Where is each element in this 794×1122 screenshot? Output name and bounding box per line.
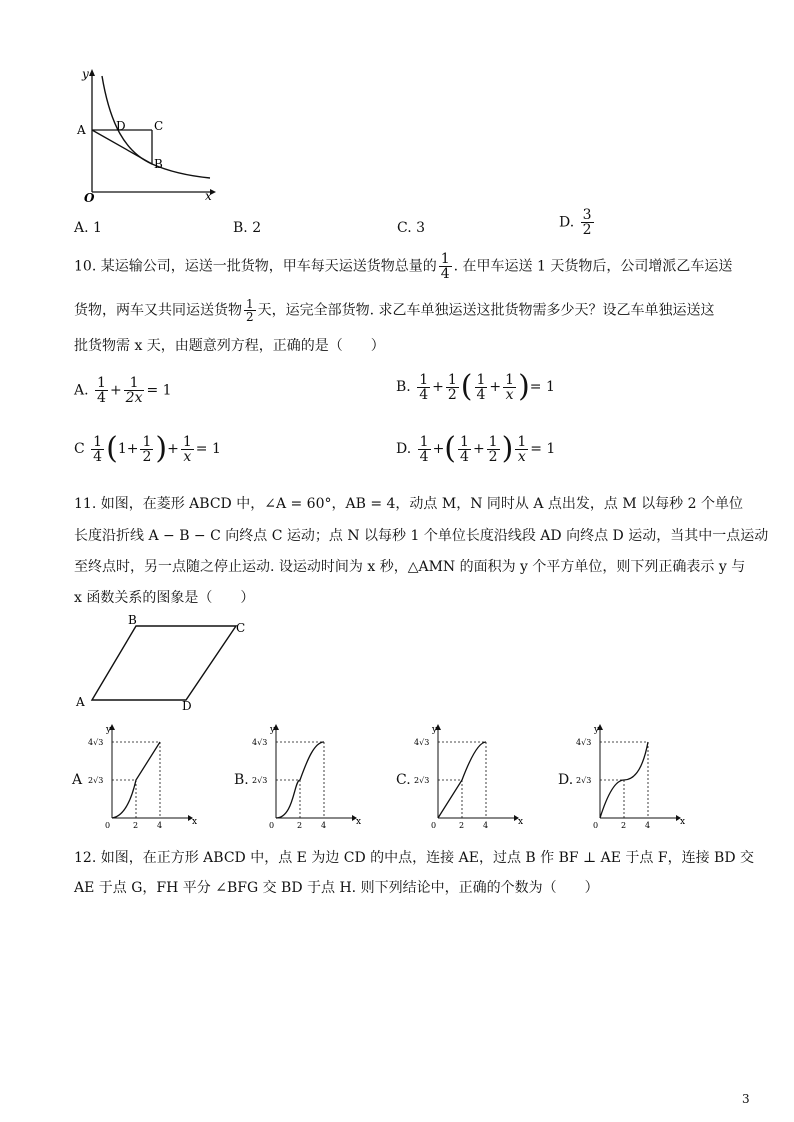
q11-graph-option-c-label[interactable]: C.: [396, 772, 411, 788]
q10-c-one: 1: [117, 441, 127, 457]
q11-graph-curve: [112, 742, 160, 818]
q10-a-eq: = 1: [146, 382, 172, 399]
q10-b-f1-den: 4: [419, 386, 429, 403]
q10-option-b[interactable]: [396, 369, 555, 404]
q10-line1-fraction: [439, 252, 452, 281]
q11-graph-tick-top: 4√3: [414, 738, 430, 747]
q10-line1-frac-den: 4: [440, 266, 450, 282]
q11-graph-label-y: y: [432, 725, 438, 735]
q10-b-eq: = 1: [529, 379, 555, 395]
q11-graph-tick-top: 4√3: [576, 738, 592, 747]
q10-option-a[interactable]: [74, 376, 172, 405]
q9-option-d-label: D.: [559, 214, 575, 231]
q11-rhombus-figure: [70, 612, 260, 716]
q12-line1: 12. 如图，在正方形 ABCD 中，点 E 为边 CD 的中点，连接 AE，过点 B 作 BF ⊥ AE 于点 F，连接 BD 交: [74, 850, 755, 866]
q10-line2-text-b: 天，运完全部货物. 求乙车单独运送这批货物需多少天？设乙车单独运送这: [257, 302, 715, 319]
q10-line2-frac-den: 2: [246, 310, 254, 324]
q9-label-x: x: [205, 189, 212, 203]
q10-option-d[interactable]: [396, 431, 556, 466]
q10-line1-text-a: 10. 某运输公司，运送一批货物，甲车每天运送货物总量的: [74, 258, 437, 275]
q10-d-plus2: +: [472, 441, 485, 457]
q11-graph-label-origin: 0: [269, 821, 275, 830]
q10-c-lparen: (: [106, 431, 118, 466]
q10-option-b-label: B.: [396, 379, 411, 395]
q10-d-f2-den: 4: [460, 448, 469, 465]
q10-a-frac1-num: 1: [97, 375, 106, 391]
q11-graph-curve: [438, 742, 486, 818]
q11-graph-tick-2: 2: [459, 821, 465, 830]
q10-option-c[interactable]: [74, 431, 221, 466]
q11-graph-label-origin: 0: [431, 821, 437, 830]
q11-graph-tick-4: 4: [645, 821, 651, 830]
q10-option-a-label: A.: [74, 382, 89, 399]
q11-graph-label-x: x: [356, 817, 362, 827]
q11-line4: x 函数关系的图象是（ ）: [74, 590, 255, 606]
q10-c-rparen: ): [155, 431, 168, 466]
q10-c-f3-den: x: [183, 448, 192, 465]
q11-rhombus: [92, 626, 236, 700]
q9-option-d-num: 3: [582, 207, 592, 223]
q10-d-plus1: +: [432, 441, 445, 457]
q11-graph-label-origin: 0: [105, 821, 111, 830]
q10-line2: [74, 298, 715, 323]
q11-graph-curve: [276, 742, 324, 818]
q10-line2-text-a: 货物，两车又共同运送货物: [74, 302, 242, 319]
q10-line2-frac-num: 1: [246, 297, 254, 311]
q10-c-eq: = 1: [195, 441, 221, 457]
q11-graph-tick-4: 4: [157, 821, 163, 830]
q10-c-f1-den: 4: [93, 448, 103, 465]
q10-d-eq: = 1: [530, 441, 556, 457]
q11-graph-tick-2: 2: [621, 821, 627, 830]
q10-d-rparen: ): [501, 431, 514, 466]
q9-option-b[interactable]: B. 2: [233, 220, 262, 236]
q11-graph-label-x: x: [192, 817, 198, 827]
q9-segment-ab: [92, 130, 152, 164]
q11-graph-c[interactable]: [414, 720, 524, 838]
q11-line1: 11. 如图，在菱形 ABCD 中，∠A = 60°，AB = 4，动点 M，N 同时从 A 点出发，点 M 以每秒 2 个单位: [74, 496, 743, 512]
q9-option-d-den: 2: [582, 222, 592, 238]
q9-y-arrow: [89, 69, 95, 76]
q11-graph-label-y: y: [106, 725, 112, 735]
q10-d-f1-den: 4: [419, 448, 429, 465]
q11-graph-tick-top: 4√3: [252, 738, 268, 747]
q9-label-d: D: [116, 119, 126, 133]
q10-d-f2-num: 1: [460, 433, 469, 450]
q10-line2-fraction: [244, 298, 256, 323]
q9-figure: [70, 64, 220, 204]
q9-option-c[interactable]: C. 3: [397, 220, 426, 236]
q9-option-d-fraction: [581, 208, 594, 237]
q11-graph-tick-mid: 2√3: [414, 776, 430, 785]
page-number: 3: [742, 1092, 750, 1106]
q10-c-f1-num: 1: [93, 433, 103, 450]
q9-label-a: A: [77, 123, 86, 137]
q10-d-f4-num: 1: [517, 433, 527, 450]
q10-c-f2-den: 2: [142, 448, 152, 465]
q11-rhombus-label-d: D: [182, 699, 192, 713]
q10-b-f4-den: x: [505, 386, 514, 403]
q11-rhombus-label-c: C: [236, 621, 246, 635]
q10-a-frac2-num: 1: [124, 376, 145, 391]
q9-label-c: C: [154, 119, 164, 133]
q10-b-rparen: ): [518, 369, 530, 404]
q10-d-lparen: (: [444, 431, 457, 466]
q10-line1-text-b: . 在甲车运送 1 天货物后，公司增派乙车运送: [453, 258, 733, 275]
q11-graph-tick-mid: 2√3: [252, 776, 268, 785]
q11-graph-label-x: x: [680, 817, 686, 827]
q10-option-d-label: D.: [396, 441, 412, 457]
q10-c-f3-num: 1: [182, 433, 192, 450]
q10-b-f2-den: 2: [447, 386, 457, 403]
q10-d-f3-num: 1: [488, 433, 498, 450]
q10-b-plus1: +: [432, 379, 444, 395]
q12-line2: AE 于点 G，FH 平分 ∠BFG 交 BD 于点 H. 则下列结论中，正确的个数为（ ）: [74, 880, 599, 896]
q10-c-plus1: +: [126, 441, 139, 457]
q10-b-f3-num: 1: [476, 371, 486, 388]
q10-line1: [74, 252, 732, 281]
q11-graph-d[interactable]: [576, 720, 686, 838]
q10-b-f2-num: 1: [447, 371, 457, 388]
q9-label-o: O: [84, 191, 95, 204]
q11-graph-tick-4: 4: [483, 821, 489, 830]
q11-graph-option-b-label[interactable]: B.: [234, 772, 249, 788]
q11-graph-tick-mid: 2√3: [576, 776, 592, 785]
q11-graph-tick-mid: 2√3: [88, 776, 104, 785]
q10-a-frac2-den: 2x: [125, 390, 143, 406]
q10-b-lparen: (: [460, 369, 473, 404]
q11-graph-tick-2: 2: [297, 821, 303, 830]
q10-line1-frac-num: 1: [440, 251, 450, 267]
q11-graph-option-a-label[interactable]: A: [72, 772, 83, 788]
q11-graph-curve: [600, 742, 648, 818]
q11-graph-label-y: y: [270, 725, 276, 735]
q11-rhombus-label-b: B: [128, 613, 137, 627]
q10-line3: 批货物需 x 天，由题意列方程，正确的是（ ）: [74, 338, 385, 354]
q11-graph-label-x: x: [518, 817, 524, 827]
q11-graph-tick-top: 4√3: [88, 738, 104, 747]
q10-b-f4-num: 1: [505, 371, 515, 388]
q11-graph-options: [0, 720, 794, 840]
q11-line2: 长度沿折线 A − B − C 向终点 C 运动；点 N 以每秒 1 个单位长度沿线段 AD 向终点 D 运动，当其中一点运动: [74, 528, 769, 544]
q9-label-b: B: [154, 157, 163, 171]
q11-graph-label-origin: 0: [593, 821, 599, 830]
q10-b-f1-num: 1: [419, 371, 429, 388]
q10-d-f3-den: 2: [488, 448, 498, 465]
q11-graph-a[interactable]: [88, 720, 198, 838]
q10-c-plus2: +: [167, 441, 179, 457]
q10-option-c-label: C: [74, 441, 85, 457]
q10-a-plus: +: [109, 382, 122, 399]
q9-option-d[interactable]: [559, 208, 596, 237]
q9-option-a[interactable]: A. 1: [74, 220, 102, 236]
q11-graph-b[interactable]: [252, 720, 362, 838]
q11-graph-option-d-label[interactable]: D.: [558, 772, 574, 788]
q10-a-frac1-den: 4: [97, 390, 106, 406]
q11-graph-tick-2: 2: [133, 821, 139, 830]
q10-b-plus2: +: [489, 379, 502, 395]
q9-label-y: y: [82, 67, 89, 81]
q11-rhombus-label-a: A: [76, 695, 85, 709]
q10-d-f1-num: 1: [419, 433, 429, 450]
q11-line3: 至终点时，另一点随之停止运动. 设运动时间为 x 秒，△AMN 的面积为 y 个平方单位，则下列正确表示 y 与: [74, 559, 746, 575]
q10-c-f2-num: 1: [142, 433, 152, 450]
q11-graph-tick-4: 4: [321, 821, 327, 830]
q10-b-f3-den: 4: [476, 386, 486, 403]
q11-graph-label-y: y: [594, 725, 600, 735]
q10-d-f4-den: x: [517, 448, 526, 465]
